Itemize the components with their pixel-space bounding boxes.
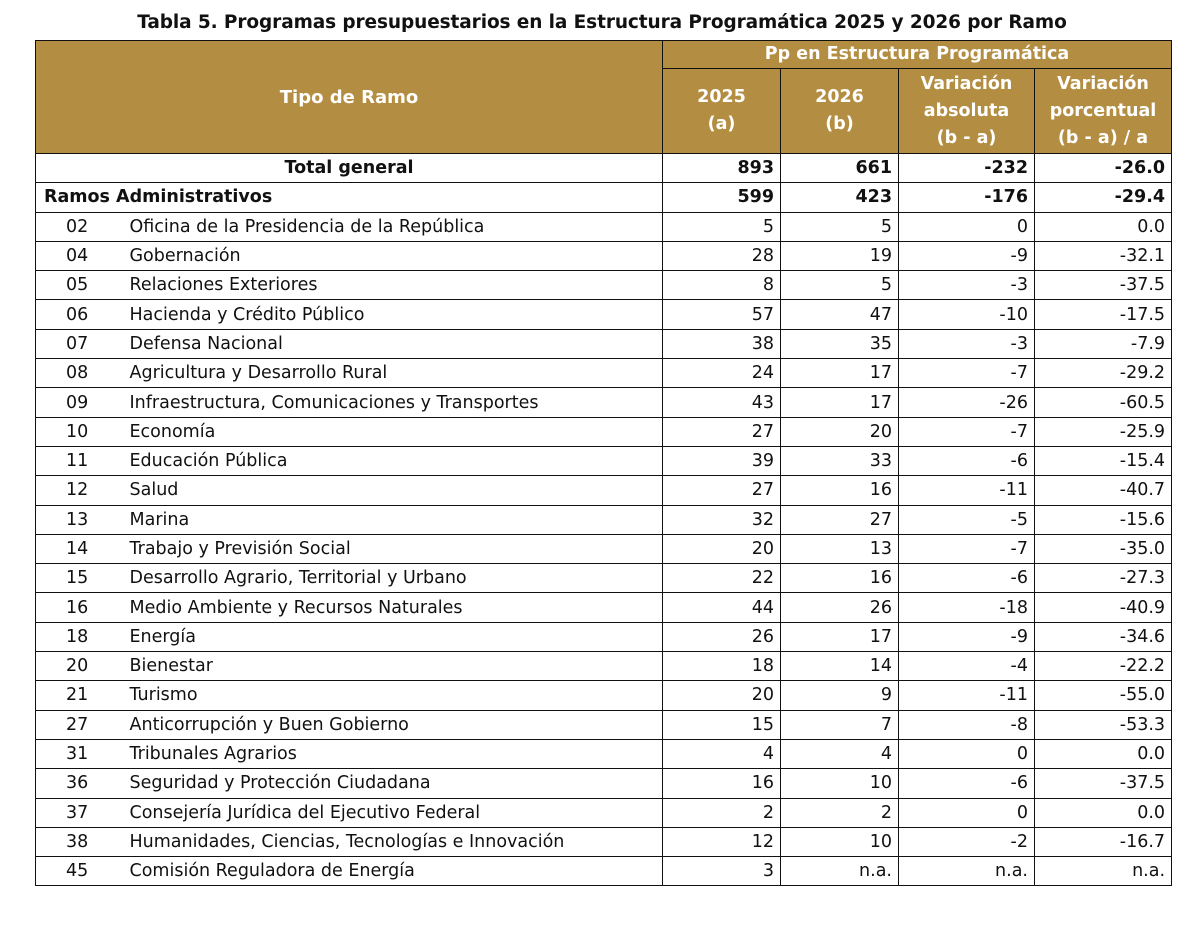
header-var-pct-line1: Variación [1057,73,1149,94]
variacion-porcentual: -40.7 [1035,476,1172,505]
variacion-porcentual: -37.5 [1035,271,1172,300]
value-2025: 3 [663,857,781,886]
value-2025: 5 [663,212,781,241]
ramo-name: Educación Pública [126,446,663,475]
value-2025: 20 [663,681,781,710]
header-variacion-absoluta [899,69,1035,154]
table-row [36,271,1172,300]
value-2026: 33 [781,446,899,475]
variacion-absoluta: n.a. [899,857,1035,886]
variacion-porcentual: -27.3 [1035,564,1172,593]
value-2026: 10 [781,769,899,798]
value-2025: 18 [663,652,781,681]
adm-label: Ramos Administrativos [36,183,663,212]
ramo-code: 08 [36,359,126,388]
table-row [36,827,1172,856]
ramo-name: Trabajo y Previsión Social [126,534,663,563]
ramo-name: Seguridad y Protección Ciudadana [126,769,663,798]
header-2026-line1: 2026 [815,87,864,107]
variacion-porcentual: -35.0 [1035,534,1172,563]
ramo-name: Consejería Jurídica del Ejecutivo Federal [126,798,663,827]
adm-2026: 423 [781,183,899,212]
total-row [36,154,1172,183]
ramo-code: 38 [36,827,126,856]
value-2026: n.a. [781,857,899,886]
table-row [36,622,1172,651]
variacion-absoluta: -9 [899,622,1035,651]
variacion-absoluta: -2 [899,827,1035,856]
ramo-name: Anticorrupción y Buen Gobierno [126,710,663,739]
value-2026: 4 [781,739,899,768]
ramo-name: Desarrollo Agrario, Territorial y Urbano [126,564,663,593]
variacion-porcentual: n.a. [1035,857,1172,886]
table-row [36,446,1172,475]
header-var-pct-line2: porcentual [1049,100,1157,121]
variacion-porcentual: -55.0 [1035,681,1172,710]
table-row [36,681,1172,710]
ramo-code: 15 [36,564,126,593]
ramo-code: 18 [36,622,126,651]
value-2025: 26 [663,622,781,651]
value-2026: 7 [781,710,899,739]
value-2025: 28 [663,241,781,270]
value-2025: 15 [663,710,781,739]
variacion-absoluta: -6 [899,564,1035,593]
variacion-absoluta: 0 [899,798,1035,827]
ramo-code: 07 [36,329,126,358]
value-2026: 35 [781,329,899,358]
ramo-code: 10 [36,417,126,446]
variacion-absoluta: -26 [899,388,1035,417]
ramo-name: Gobernación [126,241,663,270]
ramo-code: 37 [36,798,126,827]
variacion-absoluta: -18 [899,593,1035,622]
programs-table [35,40,1172,886]
ramo-name: Marina [126,505,663,534]
table-row [36,564,1172,593]
variacion-absoluta: -7 [899,417,1035,446]
variacion-absoluta: -6 [899,769,1035,798]
total-2025: 893 [663,154,781,183]
ramo-name: Relaciones Exteriores [126,271,663,300]
ramo-code: 06 [36,300,126,329]
variacion-porcentual: -15.4 [1035,446,1172,475]
value-2025: 4 [663,739,781,768]
ramo-name: Energía [126,622,663,651]
ramo-name: Tribunales Agrarios [126,739,663,768]
ramo-name: Infraestructura, Comunicaciones y Transportes [126,388,663,417]
header-2025-line1: 2025 [697,87,746,107]
header-var-abs-line2: absoluta [923,100,1010,121]
table-row [36,300,1172,329]
value-2026: 9 [781,681,899,710]
ramo-code: 27 [36,710,126,739]
variacion-porcentual: -25.9 [1035,417,1172,446]
ramo-code: 12 [36,476,126,505]
value-2025: 22 [663,564,781,593]
table-row [36,476,1172,505]
variacion-absoluta: -10 [899,300,1035,329]
ramo-name: Economía [126,417,663,446]
adm-2025: 599 [663,183,781,212]
ramo-name: Salud [126,476,663,505]
ramo-name: Hacienda y Crédito Público [126,300,663,329]
table-row [36,798,1172,827]
variacion-porcentual: -16.7 [1035,827,1172,856]
variacion-absoluta: -3 [899,329,1035,358]
ramo-name: Bienestar [126,652,663,681]
table-row [36,241,1172,270]
variacion-absoluta: -6 [899,446,1035,475]
header-2026-line2: (b) [825,114,854,134]
value-2026: 13 [781,534,899,563]
table-row [36,769,1172,798]
value-2025: 8 [663,271,781,300]
value-2025: 20 [663,534,781,563]
ramo-name: Defensa Nacional [126,329,663,358]
ramos-administrativos-row [36,183,1172,212]
value-2025: 39 [663,446,781,475]
value-2025: 16 [663,769,781,798]
value-2026: 5 [781,212,899,241]
table-row [36,739,1172,768]
value-2026: 27 [781,505,899,534]
header-var-abs-line3: (b - a) [936,127,997,148]
ramo-name: Oficina de la Presidencia de la República [126,212,663,241]
total-2026: 661 [781,154,899,183]
ramo-code: 02 [36,212,126,241]
ramo-code: 36 [36,769,126,798]
value-2025: 43 [663,388,781,417]
value-2025: 32 [663,505,781,534]
variacion-absoluta: -8 [899,710,1035,739]
table-row [36,359,1172,388]
table-row [36,329,1172,358]
variacion-absoluta: -11 [899,681,1035,710]
header-2025-line2: (a) [707,114,736,134]
ramo-code: 05 [36,271,126,300]
variacion-porcentual: -17.5 [1035,300,1172,329]
header-group-pp: Pp en Estructura Programática [663,41,1172,69]
header-2026 [781,69,899,154]
adm-var-abs: -176 [899,183,1035,212]
table-row [36,593,1172,622]
ramo-code: 16 [36,593,126,622]
variacion-porcentual: -34.6 [1035,622,1172,651]
value-2025: 27 [663,417,781,446]
variacion-porcentual: -32.1 [1035,241,1172,270]
ramo-name: Medio Ambiente y Recursos Naturales [126,593,663,622]
variacion-porcentual: -22.2 [1035,652,1172,681]
ramo-name: Turismo [126,681,663,710]
ramo-code: 31 [36,739,126,768]
adm-var-pct: -29.4 [1035,183,1172,212]
ramo-name: Comisión Reguladora de Energía [126,857,663,886]
variacion-porcentual: -7.9 [1035,329,1172,358]
value-2026: 5 [781,271,899,300]
value-2025: 12 [663,827,781,856]
variacion-absoluta: -5 [899,505,1035,534]
ramo-code: 11 [36,446,126,475]
value-2026: 47 [781,300,899,329]
variacion-porcentual: -53.3 [1035,710,1172,739]
header-2025 [663,69,781,154]
header-var-pct-line3: (b - a) / a [1057,127,1149,148]
value-2026: 14 [781,652,899,681]
table-row [36,212,1172,241]
ramo-name: Humanidades, Ciencias, Tecnologías e Innovación [126,827,663,856]
ramo-code: 13 [36,505,126,534]
table-title: Tabla 5. Programas presupuestarios en la Estructura Programática 2025 y 2026 por Ramo [137,12,1067,33]
table-row [36,417,1172,446]
header-tipo-de-ramo: Tipo de Ramo [36,41,663,154]
variacion-porcentual: -60.5 [1035,388,1172,417]
variacion-porcentual: -40.9 [1035,593,1172,622]
variacion-porcentual: -29.2 [1035,359,1172,388]
variacion-absoluta: 0 [899,739,1035,768]
ramo-code: 21 [36,681,126,710]
variacion-absoluta: -9 [899,241,1035,270]
table-row [36,534,1172,563]
header-variacion-porcentual [1035,69,1172,154]
variacion-absoluta: -7 [899,534,1035,563]
table-row [36,505,1172,534]
ramo-code: 20 [36,652,126,681]
value-2026: 17 [781,388,899,417]
ramo-name: Agricultura y Desarrollo Rural [126,359,663,388]
value-2026: 17 [781,622,899,651]
table-row [36,857,1172,886]
value-2026: 16 [781,564,899,593]
ramo-code: 45 [36,857,126,886]
variacion-absoluta: 0 [899,212,1035,241]
variacion-porcentual: 0.0 [1035,798,1172,827]
value-2025: 27 [663,476,781,505]
total-label: Total general [36,154,663,183]
value-2025: 24 [663,359,781,388]
value-2025: 38 [663,329,781,358]
table-row [36,652,1172,681]
variacion-porcentual: -15.6 [1035,505,1172,534]
total-var-abs: -232 [899,154,1035,183]
value-2026: 10 [781,827,899,856]
variacion-porcentual: -37.5 [1035,769,1172,798]
value-2025: 44 [663,593,781,622]
variacion-absoluta: -3 [899,271,1035,300]
variacion-absoluta: -4 [899,652,1035,681]
ramo-code: 04 [36,241,126,270]
table-row [36,710,1172,739]
value-2026: 16 [781,476,899,505]
variacion-porcentual: 0.0 [1035,212,1172,241]
ramo-code: 09 [36,388,126,417]
variacion-absoluta: -11 [899,476,1035,505]
header-var-abs-line1: Variación [920,73,1013,94]
table-row [36,388,1172,417]
value-2025: 57 [663,300,781,329]
value-2026: 26 [781,593,899,622]
total-var-pct: -26.0 [1035,154,1172,183]
value-2026: 19 [781,241,899,270]
value-2026: 20 [781,417,899,446]
variacion-absoluta: -7 [899,359,1035,388]
value-2025: 2 [663,798,781,827]
value-2026: 17 [781,359,899,388]
variacion-porcentual: 0.0 [1035,739,1172,768]
value-2026: 2 [781,798,899,827]
ramo-code: 14 [36,534,126,563]
